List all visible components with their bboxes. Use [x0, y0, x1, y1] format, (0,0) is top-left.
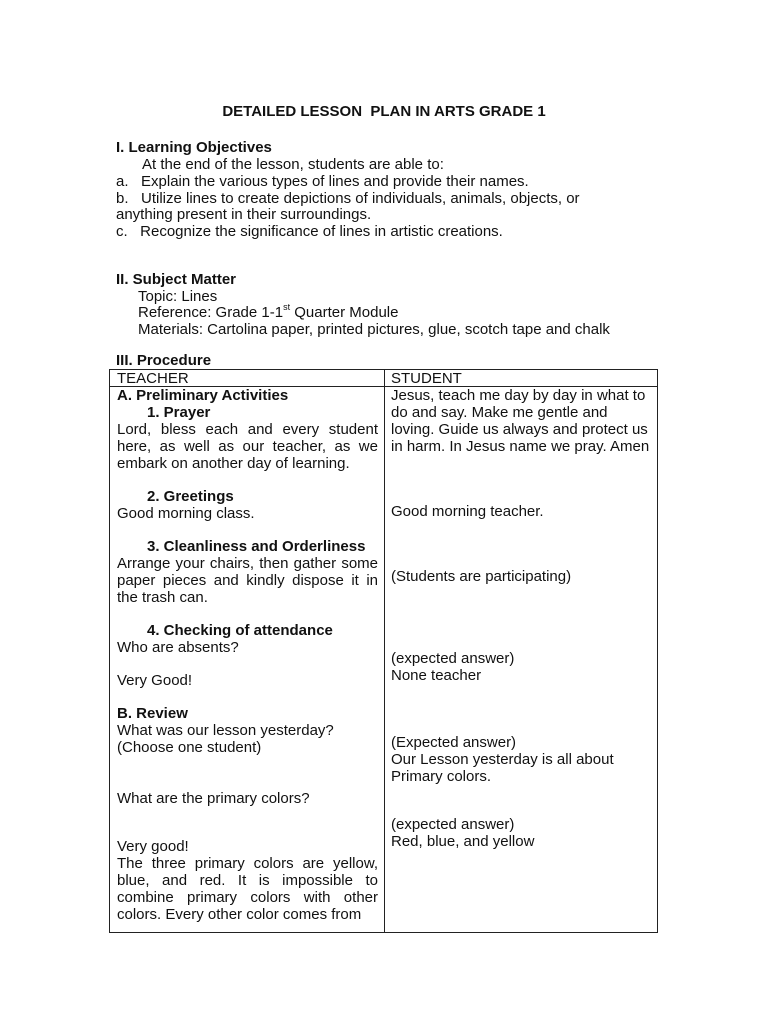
prayer-heading: 1. Prayer [147, 404, 211, 421]
very-good-text: Very good! [117, 838, 189, 855]
attendance-praise: Very Good! [117, 672, 193, 689]
reference-text-end: Quarter Module [290, 304, 399, 321]
prayer-teacher-text: Lord, bless each and every student here, as well as our teacher, as we embark on another day of learning. [117, 421, 378, 472]
primary-colors-question: What are the primary colors? [117, 790, 310, 807]
primary-expected-label: (expected answer) [391, 816, 515, 833]
primary-colors-explanation: The three primary colors are yellow, blue, and red. It is impossible to combine primary colors with other colors. Every other color comes from [117, 855, 378, 923]
subject-reference [138, 304, 398, 321]
review-student-answer: Our Lesson yesterday is all about Primary colors. [391, 751, 614, 785]
review-instruction: (Choose one student) [117, 739, 262, 756]
reference-text: Reference: Grade 1-1 [138, 304, 284, 321]
primary-student-answer: Red, blue, and yellow [391, 833, 535, 850]
objective-a: a. Explain the various types of lines and provide their names. [116, 173, 529, 190]
attendance-expected-label: (expected answer) [391, 650, 515, 667]
objectives-heading: I. Learning Objectives [116, 139, 272, 156]
attendance-question: Who are absents? [117, 639, 239, 656]
prayer-student-text: Jesus, teach me day by day in what to do and say. Make me gentle and loving. Guide us always and protect us in harm. In Jesus name we pray. Amen [391, 387, 650, 455]
objective-b-line1: b. Utilize lines to create depictions of individuals, animals, objects, or [116, 190, 580, 207]
procedure-heading: III. Procedure [116, 352, 212, 369]
subject-topic: Topic: Lines [138, 288, 218, 305]
header-student: STUDENT [391, 370, 462, 387]
column-divider [384, 370, 385, 932]
reference-superscript: st [283, 302, 291, 312]
review-heading: B. Review [117, 705, 188, 722]
greetings-heading: 2. Greetings [147, 488, 234, 505]
document-title: DETAILED LESSON PLAN IN ARTS GRADE 1 [222, 103, 546, 120]
objective-b-line2: anything present in their surroundings. [116, 206, 372, 223]
subject-heading: II. Subject Matter [116, 271, 237, 288]
review-question: What was our lesson yesterday? [117, 722, 334, 739]
review-expected-label: (Expected answer) [391, 734, 517, 751]
objectives-intro: At the end of the lesson, students are able to: [142, 156, 444, 173]
cleanliness-student-text: (Students are participating) [391, 568, 572, 585]
greetings-student-text: Good morning teacher. [391, 503, 544, 520]
header-teacher: TEACHER [117, 370, 189, 387]
cleanliness-teacher-text: Arrange your chairs, then gather some paper pieces and kindly dispose it in the trash can. [117, 555, 378, 606]
objective-c: c. Recognize the significance of lines in artistic creations. [116, 223, 503, 240]
subject-materials: Materials: Cartolina paper, printed pictures, glue, scotch tape and chalk [138, 321, 610, 338]
cleanliness-heading: 3. Cleanliness and Orderliness [147, 538, 366, 555]
attendance-student-answer: None teacher [391, 667, 482, 684]
preliminary-heading: A. Preliminary Activities [117, 387, 289, 404]
procedure-table [109, 369, 658, 933]
attendance-heading: 4. Checking of attendance [147, 622, 333, 639]
greetings-teacher-text: Good morning class. [117, 505, 255, 522]
